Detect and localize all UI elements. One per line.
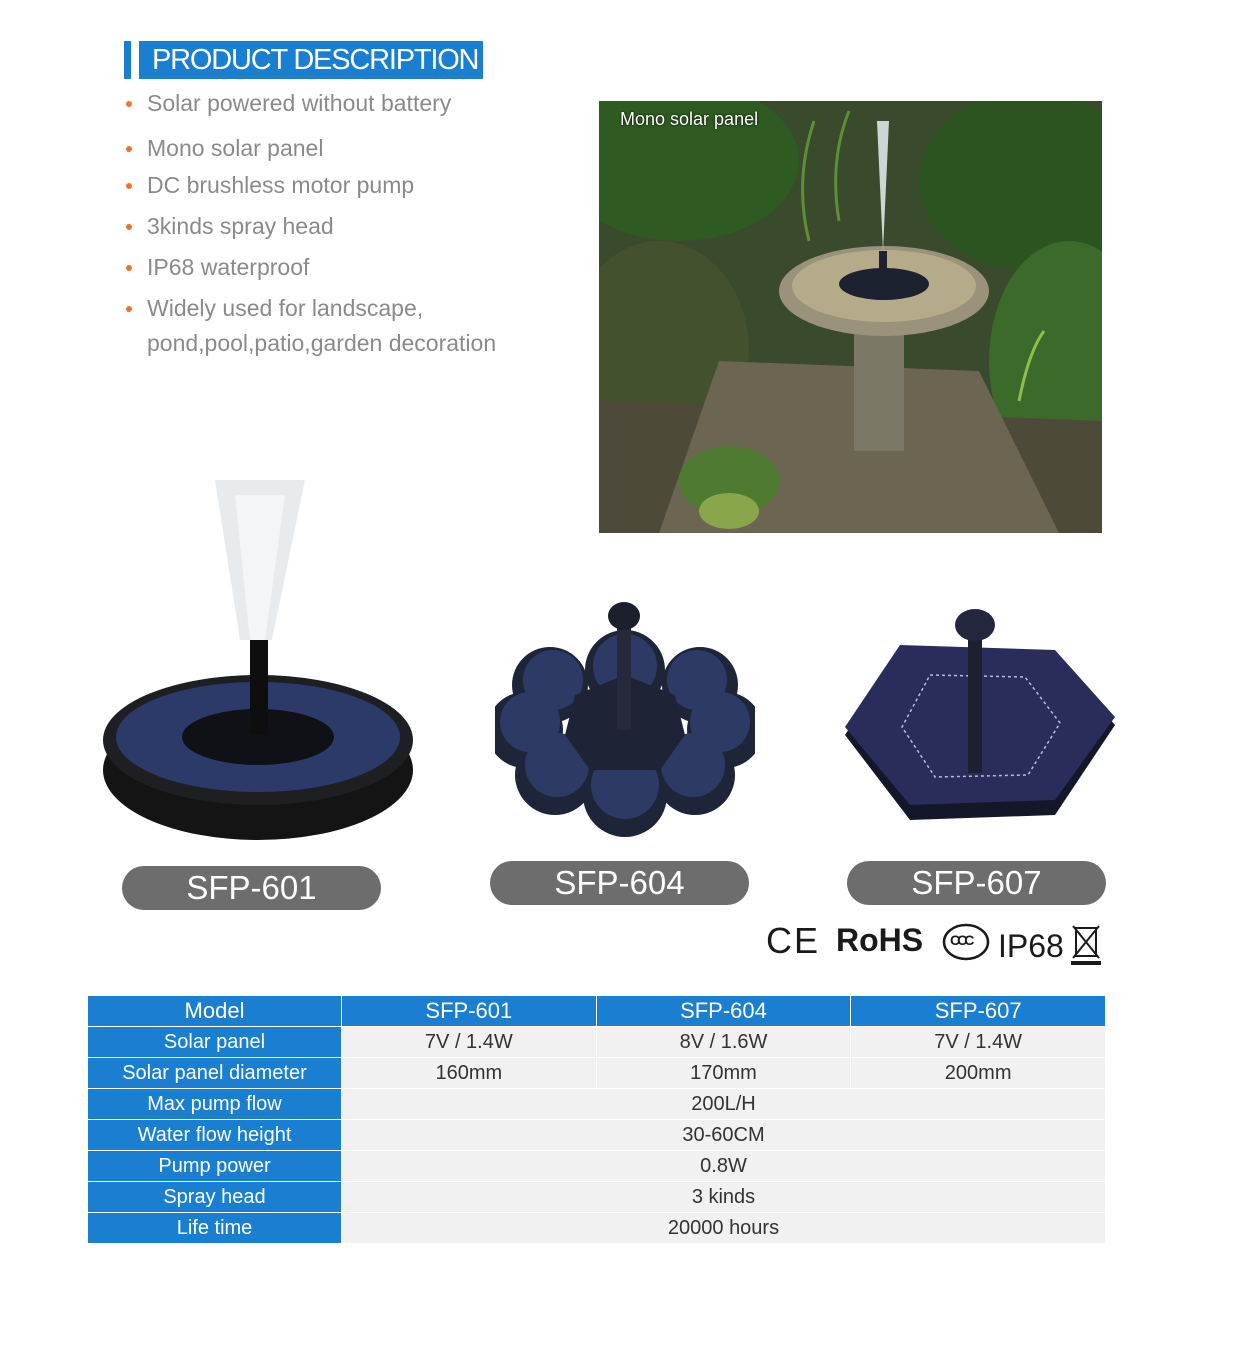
feature-item: Solar powered without battery	[124, 86, 584, 127]
bullet-icon	[126, 224, 132, 230]
table-row	[88, 1120, 1106, 1151]
feature-item: DC brushless motor pump	[124, 168, 584, 209]
section-title: PRODUCT DESCRIPTION	[139, 41, 483, 79]
garden-fountain-photo	[599, 101, 1102, 533]
table-cell: 0.8W	[342, 1151, 1106, 1182]
table-header-row	[88, 996, 1106, 1027]
row-label: Solar panel diameter	[88, 1058, 342, 1089]
table-row	[88, 1213, 1106, 1244]
product-sfp-607-image	[840, 605, 1120, 825]
bullet-icon	[126, 306, 132, 312]
row-label: Life time	[88, 1213, 342, 1244]
photo-caption: Mono solar panel	[620, 109, 759, 129]
bullet-icon	[126, 265, 132, 271]
table-row	[88, 1058, 1106, 1089]
rohs-mark: RoHS	[836, 922, 924, 958]
bullet-icon	[126, 101, 132, 107]
ce-mark: CE	[766, 920, 821, 961]
table-row	[88, 1182, 1106, 1213]
header-accent-bar	[124, 41, 131, 79]
table-row	[88, 1089, 1106, 1120]
table-cell: 3 kinds	[342, 1182, 1106, 1213]
ccc-mark: CCC	[950, 932, 972, 948]
table-row	[88, 1151, 1106, 1182]
row-label: Solar panel	[88, 1027, 342, 1058]
feature-list	[124, 86, 584, 371]
feature-item: Widely used for landscape, pond,pool,patio,garden decoration	[124, 291, 584, 371]
bullet-icon	[126, 183, 132, 189]
table-header-cell: Model	[88, 996, 342, 1027]
certification-row	[766, 920, 1106, 970]
table-header-cell: SFP-604	[596, 996, 851, 1027]
row-label: Spray head	[88, 1182, 342, 1213]
model-label-sfp-601: SFP-601	[122, 866, 381, 910]
table-cell: 170mm	[596, 1058, 851, 1089]
table-cell: 160mm	[342, 1058, 597, 1089]
feature-item: 3kinds spray head	[124, 209, 584, 250]
model-label-sfp-604: SFP-604	[490, 861, 749, 905]
spec-table	[87, 995, 1106, 1244]
table-cell: 200L/H	[342, 1089, 1106, 1120]
table-cell: 30-60CM	[342, 1120, 1106, 1151]
row-label: Pump power	[88, 1151, 342, 1182]
product-sfp-604-image	[495, 600, 755, 840]
table-cell: 7V / 1.4W	[851, 1027, 1106, 1058]
bullet-icon	[126, 146, 132, 152]
table-cell: 8V / 1.6W	[596, 1027, 851, 1058]
row-label: Water flow height	[88, 1120, 342, 1151]
table-cell: 20000 hours	[342, 1213, 1106, 1244]
weee-bin-icon	[1069, 920, 1103, 968]
product-sfp-601-image	[100, 475, 420, 845]
garden-scene-illustration	[599, 101, 1102, 533]
table-header-cell: SFP-601	[342, 996, 597, 1027]
row-label: Max pump flow	[88, 1089, 342, 1120]
feature-item: IP68 waterproof	[124, 250, 584, 291]
table-cell: 7V / 1.4W	[342, 1027, 597, 1058]
table-row	[88, 1027, 1106, 1058]
feature-continuation: pond,pool,patio,garden decoration	[147, 330, 497, 356]
ip68-mark: IP68	[998, 928, 1064, 964]
model-label-sfp-607: SFP-607	[847, 861, 1106, 905]
table-cell: 200mm	[851, 1058, 1106, 1089]
feature-item: Mono solar panel	[124, 131, 584, 172]
table-header-cell: SFP-607	[851, 996, 1106, 1027]
